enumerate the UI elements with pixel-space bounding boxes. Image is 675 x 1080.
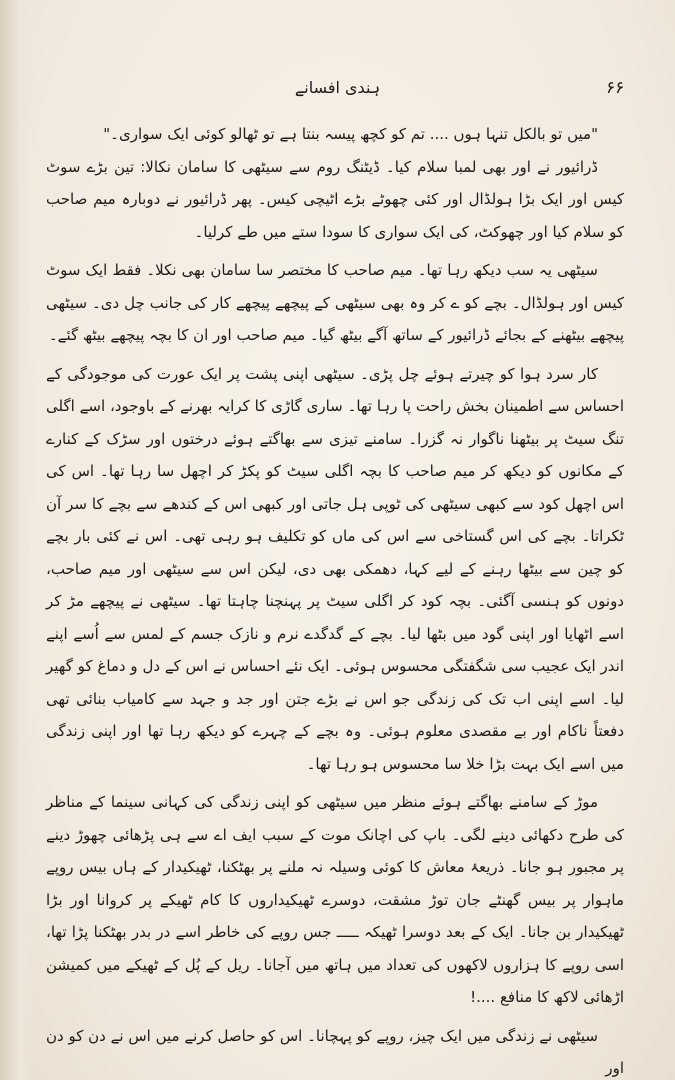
paragraph-3: سیٹھی یہ سب دیکھ رہا تھا۔ میم صاحب کا مختصر سا سامان بھی نکلا۔ فقط ایک سوٹ کیس اور ہولڈال۔ بچے کو ے کر وہ بھی سیٹھی کے پیچھے پیچھے کار کی جانب چل دی۔ سیٹھی پیچھے بیٹھنے کے بجائے ڈرائیور کے ساتھ آگے بیٹھ گیا۔ میم صاحب اور ان کا بچہ پیچھے بیٹھ گئے۔ (46, 261, 624, 344)
paragraph-1: "میں تو بالکل تنہا ہوں .... تم کو کچھ پیسہ بنتا ہے تو ٹھالو کوئی ایک سواری۔" (103, 125, 598, 143)
page-title: ہندی افسانے (294, 78, 381, 97)
paragraph-5: موڑ کے سامنے بھاگتے ہوئے منظر میں سیٹھی کو اپنی زندگی کی کہانی سینما کے مناظر کی طرح دکھائی دینے لگی۔ باپ کی اچانک موت کے سبب ایف اے سے ہی پڑھائی چھوڑ دینے پر مجبور ہو جانا۔ ذریعۂ معاش کا کوئی وسیلہ نہ ملنے پر بھٹکنا، ٹھیکیدار کے ہاں بیس روپے ماہوار پر بیس گھنٹے جان توڑ مشقت، دوسرے ٹھیکیداروں کا کام ٹھیکے پر کروانا اور بڑا ٹھیکیدار بن جانا۔ ایک کے بعد دوسرا ٹھیکہ ـــــ جس روپے کی خاطر اسے در بدر بھٹکنا پڑا تھا، اسی روپے کا ہزاروں لاکھوں کی تعداد میں ہاتھ میں آجانا۔ ریل کے پُل کے ٹھیکے میں کمیشن اڑھائی لاکھ کا منافع ....! (46, 793, 624, 1006)
body-text (46, 118, 624, 1080)
page-gutter-shadow (0, 0, 34, 1080)
running-header (0, 76, 675, 106)
paragraph-2: ڈرائیور نے اور بھی لمبا سلام کیا۔ ڈیٹنگ روم سے سیٹھی کا سامان نکالا: تین بڑے سوٹ کیس اور ایک بڑا ہولڈال اور کئی چھوٹے بڑے اٹیچی کیس۔ پھر ڈرائیور نے دوبارہ میم صاحب کو سلام کیا اور چھوکٹ، کی ایک سواری کا سودا ستے میں طے کرلیا۔ (46, 157, 624, 241)
page-number: ۶۶ (606, 78, 625, 98)
paragraph-6: سیٹھی نے زندگی میں ایک چیز، روپے کو پہچانا۔ اس کو حاصل کرنے میں اس نے دن کو دن اور (46, 1026, 624, 1077)
paragraph-4: کار سرد ہوا کو چیرتے ہوئے چل پڑی۔ سیٹھی اپنی پشت پر ایک عورت کی موجودگی کے احساس سے اطمینان بخش راحت پا رہا تھا۔ ساری گاڑی کا کرایہ بھرنے کے باوجود، اسے اگلی تنگ سیٹ پر بیٹھنا ناگوار نہ گزرا۔ سامنے تیزی سے بھاگتے ہوئے درختوں اور سڑک کے کنارے کے مکانوں کو دیکھ کر میم صاحب کا بچہ اگلی سیٹ کو پکڑ کر اچھل سا رہا تھا۔ اس کی اس اچھل کود سے کبھی سیٹھی کی ٹوپی ہل جاتی اور کبھی اس کے کندھے سے بچے کا سر آن ٹکراتا۔ بچے کی اس گستاخی سے اس کی ماں کو تکلیف ہو رہی تھی۔ اس نے کئی بار بچے کو چین سے بیٹھا رہنے کے لیے کہا، دھمکی بھی دی، لیکن اس سے سیٹھی اور میم صاحب، دونوں کو ہنسی آگئی۔ بچہ کود کر اگلی سیٹ پر پہنچنا چاہتا تھا۔ سیٹھی نے پیچھے مڑ کر اسے اٹھایا اور اپنی گود میں بٹھا لیا۔ بچے کے گدگدے نرم و نازک جسم کے لمس سے اُسے اپنے اندر ایک عجیب سی شگفتگی محسوس ہوئی۔ ایک نئے احساس نے اس کے دل و دماغ کو گھیر لیا۔ اسے اپنی اب تک کی زندگی جو اس نے بڑے جتن اور جد و جہد سے کامیاب بنائی تھی دفعتاً ناکام اور بے مقصدی معلوم ہوئی۔ وہ بچے کے چہرے کو دیکھ رہا تھا اور اپنی زندگی میں اسے ایک بہت بڑا خلا سا محسوس ہو رہا تھا۔ (46, 364, 624, 773)
